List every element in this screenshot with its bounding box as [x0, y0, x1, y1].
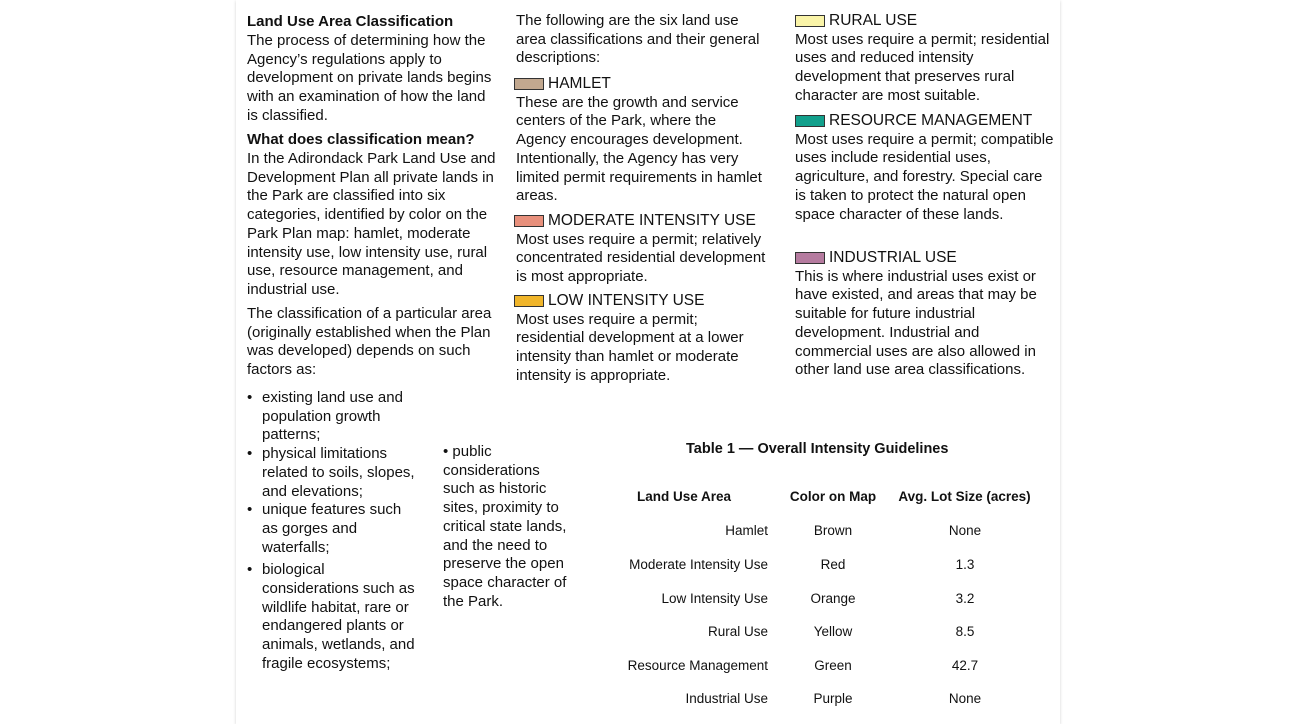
- table-title: Table 1 — Overall Intensity Guidelines: [686, 441, 949, 457]
- category-label: HAMLET: [548, 75, 611, 92]
- category-label: MODERATE INTENSITY USE: [548, 212, 756, 229]
- moderate-color-swatch: [514, 215, 544, 227]
- meaning-paragraph: [247, 150, 497, 300]
- table-cell: Low Intensity Use: [661, 591, 768, 606]
- section-heading-classification: Land Use Area Classification: [247, 13, 454, 30]
- table-cell: 1.3: [955, 557, 975, 572]
- category-description: This is where industrial uses exist or have existed, and areas that may be suitable for future industrial development. Industrial and commercial uses are also allowed in other land use area classifications.: [795, 267, 1037, 379]
- category-label: RESOURCE MANAGEMENT: [829, 112, 1033, 129]
- table-cell: Purple: [813, 691, 853, 706]
- category-description: Most uses require a permit; residential uses and reduced intensity development that preserves rural character are most suitable.: [795, 30, 1050, 104]
- classification-intro: [516, 12, 766, 68]
- public-considerations-item: [443, 443, 571, 611]
- table-cell: Hamlet: [725, 523, 768, 538]
- table-header-color: Color on Map: [789, 489, 877, 504]
- intro-paragraph: [247, 32, 492, 126]
- category-label: INDUSTRIAL USE: [829, 249, 957, 266]
- table-cell: Brown: [813, 523, 853, 538]
- category-description: Most uses require a permit; residential development at a lower intensity than hamlet or moderate intensity is appropriate.: [516, 310, 744, 384]
- category-description: Most uses require a permit; relatively concentrated residential development is most appropriate.: [516, 230, 766, 286]
- table-cell: None: [948, 523, 982, 538]
- rural-color-swatch: [795, 15, 825, 27]
- category-low: [514, 292, 769, 386]
- table-cell: Green: [814, 658, 852, 673]
- paragraph-text: In the Adirondack Park Land Use and Development Plan all private lands in the Park are classified into six categories, identified by color on the Park Plan map: hamlet, moderate intensity use, low intensity use, rural use, resource management, and industrial use.: [247, 150, 496, 298]
- factors-list: [247, 389, 417, 674]
- table-cell: 3.2: [955, 591, 975, 606]
- paragraph-text: • public considerations such as historic sites, proximity to critical state lands, and the need to preserve the open space character of the Park.: [443, 443, 567, 610]
- list-item: • biological considerations such as wildlife habitat, rare or endangered plants or animals, wetlands, and fragile ecosystems;: [247, 561, 417, 673]
- category-label: LOW INTENSITY USE: [548, 292, 705, 309]
- table-cell: Rural Use: [707, 624, 768, 639]
- table-cell: 42.7: [951, 658, 979, 673]
- category-label: RURAL USE: [829, 12, 918, 29]
- category-description: These are the growth and service centers of the Park, where the Agency encourages development. Intentionally, the Agency has very limited permit requirements in hamlet areas.: [516, 93, 762, 205]
- table-cell: Moderate Intensity Use: [629, 557, 768, 572]
- table-cell: Industrial Use: [685, 691, 768, 706]
- paragraph-text: The process of determining how the Agency’s regulations apply to development on private lands begins with an examination of how the land is classified.: [247, 32, 492, 124]
- category-moderate: [514, 212, 769, 287]
- category-resource: [795, 112, 1057, 224]
- category-industrial: [795, 249, 1057, 380]
- table-cell: Orange: [810, 591, 856, 606]
- paragraph-text: The classification of a particular area (originally established when the Plan was developed) depends on such factors as:: [247, 305, 492, 379]
- low-color-swatch: [514, 295, 544, 307]
- section-heading-meaning: What does classification mean?: [247, 131, 475, 148]
- table-header-lot-size: Avg. Lot Size (acres): [898, 489, 1031, 504]
- paragraph-text: The following are the six land use area classifications and their general descriptions:: [516, 12, 760, 67]
- category-rural: [795, 12, 1057, 106]
- table-cell: Red: [820, 557, 846, 572]
- table-cell: Yellow: [813, 624, 853, 639]
- category-description: Most uses require a permit; compatible uses include residential uses, agriculture, and forestry. Special care is taken to protect the natural open space character of these lands.: [795, 130, 1054, 223]
- factors-paragraph: [247, 305, 492, 380]
- hamlet-color-swatch: [514, 78, 544, 90]
- resource-color-swatch: [795, 115, 825, 127]
- table-header-land-use: Land Use Area: [636, 489, 732, 504]
- table-cell: 8.5: [955, 624, 975, 639]
- list-item: • physical limitations related to soils, slopes, and elevations;: [247, 445, 417, 501]
- list-item: • unique features such as gorges and waterfalls;: [247, 501, 417, 557]
- industrial-color-swatch: [795, 252, 825, 264]
- list-item: • existing land use and population growth patterns;: [247, 389, 417, 445]
- category-hamlet: [514, 75, 769, 206]
- table-cell: Resource Management: [627, 658, 768, 673]
- table-cell: None: [948, 691, 982, 706]
